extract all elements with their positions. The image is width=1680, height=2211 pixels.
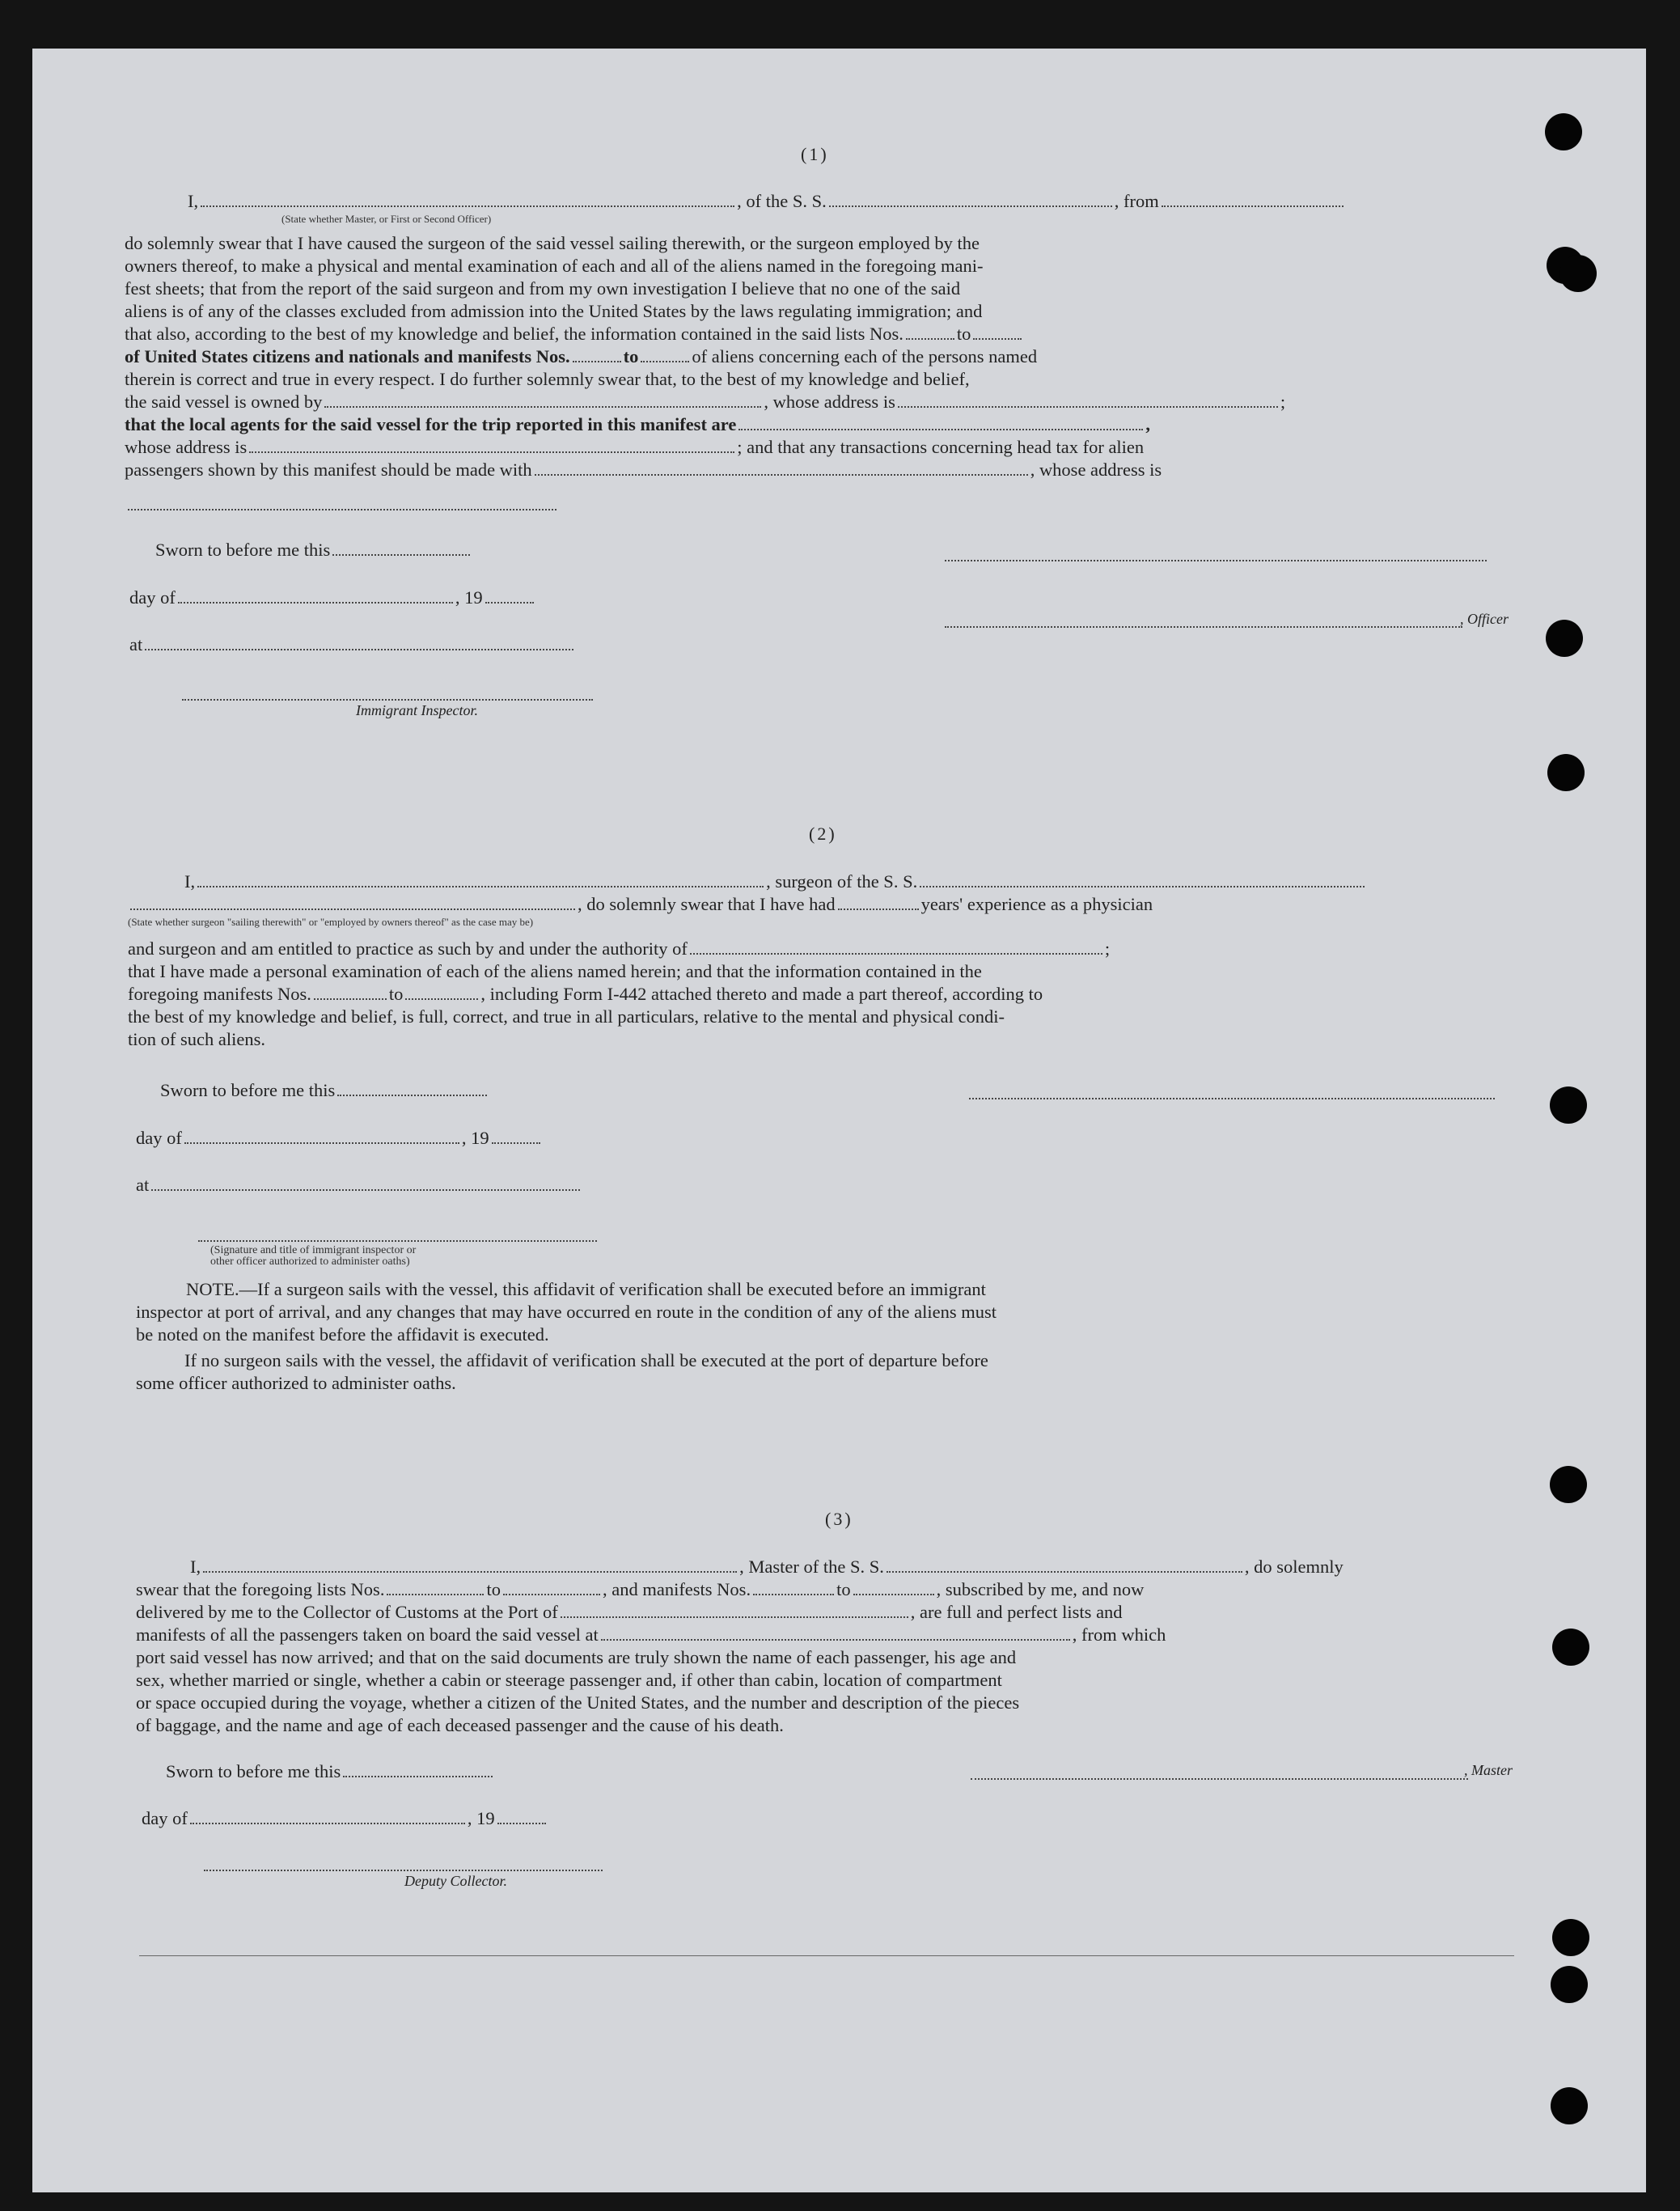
field-owner[interactable] bbox=[324, 405, 761, 408]
s2-body-line: that I have made a personal examination of each of the aliens named herein; and that the information contained in the bbox=[128, 961, 982, 981]
field-s2-sworn-day[interactable] bbox=[337, 1094, 487, 1096]
field-owner-address[interactable] bbox=[898, 405, 1278, 408]
s1-manifests-line: of United States citizens and nationals and manifests Nos. to of aliens concerning each of the persons named bbox=[125, 346, 1038, 366]
field-month[interactable] bbox=[178, 601, 453, 604]
s1-body-line: do solemnly swear that I have caused the surgeon of the said vessel sailing therewith, or the surgeon employed by the bbox=[125, 233, 980, 253]
s1-body-line: aliens is of any of the classes excluded from admission into the United States by the laws regulating immigration; and bbox=[125, 301, 983, 321]
collector-caption: Deputy Collector. bbox=[404, 1873, 507, 1889]
field-head-tax-party[interactable] bbox=[535, 473, 1028, 476]
s1-address-line: whose address is ; and that any transactions concerning head tax for alien bbox=[125, 437, 1145, 457]
officer-signature-line[interactable] bbox=[945, 625, 1462, 628]
s3-line-declarant: I, , Master of the S. S. , do solemnly bbox=[190, 1557, 1344, 1577]
field-rank[interactable] bbox=[201, 205, 734, 207]
field-head-tax-address[interactable] bbox=[128, 508, 556, 510]
s1-at: at bbox=[129, 633, 576, 656]
punch-hole bbox=[1552, 1919, 1589, 1956]
punch-hole bbox=[1550, 1086, 1587, 1124]
punch-hole bbox=[1552, 1629, 1589, 1666]
s2-status-note: (State whether surgeon "sailing therewith" or "employed by owners thereof" as the case may be) bbox=[128, 916, 534, 928]
field-year[interactable] bbox=[485, 601, 534, 604]
field-s3-sworn-day[interactable] bbox=[343, 1775, 493, 1777]
s1-owner-line: the said vessel is owned by , whose address is ; bbox=[125, 392, 1286, 412]
field-from-port[interactable] bbox=[1162, 205, 1344, 207]
s1-day-of: day of , 19 bbox=[129, 586, 536, 609]
s3-body-line: sex, whether married or single, whether a cabin or steerage passenger and, if other than cabin, location of compartment bbox=[136, 1670, 1002, 1690]
field-s3-manifest-to[interactable] bbox=[853, 1593, 934, 1595]
field-s3-year[interactable] bbox=[497, 1822, 546, 1824]
field-surgeon-status[interactable] bbox=[130, 908, 575, 910]
field-s3-list-from[interactable] bbox=[387, 1593, 484, 1595]
field-manifest-from[interactable] bbox=[573, 360, 621, 362]
field-s2-manifest-from[interactable] bbox=[314, 997, 387, 1000]
field-port-of[interactable] bbox=[561, 1616, 908, 1618]
punch-hole bbox=[1551, 1966, 1588, 2003]
s2-note-line: NOTE.—If a surgeon sails with the vessel, this affidavit of verification shall be executed before an immigrant bbox=[186, 1279, 986, 1299]
field-at-place[interactable] bbox=[145, 648, 573, 650]
s2-body-line: tion of such aliens. bbox=[128, 1029, 265, 1049]
s1-body-line: therein is correct and true in every respect. I do further solemnly swear that, to the best of my knowledge and belief, bbox=[125, 369, 970, 389]
s2-sworn-label: Sworn to before me this bbox=[160, 1078, 489, 1102]
field-list-to[interactable] bbox=[973, 337, 1022, 340]
s2-inspector-signature-line[interactable] bbox=[198, 1239, 597, 1242]
s1-lists-line: that also, according to the best of my knowledge and belief, the information contained in the said lists Nos. to bbox=[125, 322, 1024, 345]
inspector-signature-line[interactable] bbox=[182, 698, 593, 701]
field-s2-at-place[interactable] bbox=[151, 1188, 580, 1191]
s2-day-of: day of , 19 bbox=[136, 1126, 543, 1150]
punch-hole bbox=[1545, 113, 1582, 150]
s2-line-experience: , do solemnly swear that I have had years' experience as a physician bbox=[128, 892, 1153, 916]
field-s3-list-to[interactable] bbox=[503, 1593, 600, 1595]
field-agent-address[interactable] bbox=[249, 451, 734, 453]
s2-manifests-line: foregoing manifests Nos. to , including Form I-442 attached thereto and made a part thereof, according to bbox=[128, 984, 1043, 1004]
s3-sworn-label: Sworn to before me this bbox=[166, 1760, 495, 1783]
field-s3-month[interactable] bbox=[190, 1822, 465, 1824]
field-surgeon-name[interactable] bbox=[197, 885, 764, 887]
field-sworn-day[interactable] bbox=[332, 553, 470, 556]
field-s2-year[interactable] bbox=[492, 1142, 540, 1144]
s2-line-declarant: I, , surgeon of the S. S. bbox=[184, 870, 1367, 893]
s1-line-declarant: I, , of the S. S. , from bbox=[188, 189, 1346, 213]
s3-body-line: port said vessel has now arrived; and that on the said documents are truly shown the name of each passenger, his age and bbox=[136, 1647, 1017, 1667]
form-page bbox=[32, 49, 1646, 2192]
s3-body-line: of baggage, and the name and age of each deceased passenger and the cause of his death. bbox=[136, 1715, 784, 1735]
section-2-number: (2) bbox=[809, 824, 837, 844]
field-list-from[interactable] bbox=[906, 337, 954, 340]
s2-note-line: some officer authorized to administer oaths. bbox=[136, 1373, 456, 1393]
field-s3-manifest-from[interactable] bbox=[753, 1593, 834, 1595]
s1-agents-line: that the local agents for the said vessel for the trip reported in this manifest are , bbox=[125, 414, 1151, 434]
s2-note-line: If no surgeon sails with the vessel, the affidavit of verification shall be executed at the port of departure before bbox=[184, 1350, 988, 1370]
signature-line[interactable] bbox=[945, 559, 1487, 561]
s1-body-line: owners thereof, to make a physical and mental examination of each and all of the aliens named in the foregoing mani- bbox=[125, 256, 984, 276]
officer-caption: , Officer bbox=[1460, 611, 1509, 627]
s3-port-line: delivered by me to the Collector of Customs at the Port of , are full and perfect lists and bbox=[136, 1602, 1123, 1622]
s1-rank-note: (State whether Master, or First or Second Officer) bbox=[281, 213, 492, 225]
master-caption: , Master bbox=[1464, 1762, 1513, 1778]
field-years-experience[interactable] bbox=[838, 908, 919, 910]
field-s2-month[interactable] bbox=[184, 1142, 459, 1144]
field-vessel-name[interactable] bbox=[829, 205, 1112, 207]
field-s2-manifest-to[interactable] bbox=[405, 997, 478, 1000]
section-1-number: (1) bbox=[801, 144, 829, 164]
field-manifest-to[interactable] bbox=[641, 360, 689, 362]
field-master-name[interactable] bbox=[203, 1570, 737, 1573]
s2-signature-line[interactable] bbox=[969, 1097, 1495, 1099]
s2-body-line: the best of my knowledge and belief, is full, correct, and true in all particulars, relative to the mental and physical condi- bbox=[128, 1006, 1005, 1027]
bottom-rule bbox=[139, 1955, 1514, 1956]
s2-sig-note: (Signature and title of immigrant inspector or bbox=[210, 1244, 417, 1256]
s2-sig-note: other officer authorized to administer oaths) bbox=[210, 1256, 410, 1268]
s3-day-of: day of , 19 bbox=[142, 1806, 548, 1830]
field-surgeon-vessel[interactable] bbox=[920, 885, 1365, 887]
section-3-number: (3) bbox=[825, 1509, 853, 1529]
punch-hole bbox=[1547, 754, 1585, 791]
punch-hole bbox=[1559, 255, 1597, 292]
field-authority[interactable] bbox=[690, 952, 1102, 955]
inspector-caption: Immigrant Inspector. bbox=[356, 702, 478, 718]
punch-hole bbox=[1550, 1466, 1587, 1503]
s3-lists-line: swear that the foregoing lists Nos. to , and manifests Nos. to , subscribed by me, and now bbox=[136, 1579, 1145, 1599]
s3-boarding-line: manifests of all the passengers taken on board the said vessel at , from which bbox=[136, 1624, 1166, 1645]
punch-hole bbox=[1546, 620, 1583, 657]
s1-head-tax-line: passengers shown by this manifest should be made with , whose address is bbox=[125, 460, 1162, 480]
punch-hole bbox=[1551, 2087, 1588, 2124]
s2-note-line: inspector at port of arrival, and any changes that may have occurred en route in the condition of any of the aliens must bbox=[136, 1302, 997, 1322]
master-signature-line[interactable] bbox=[971, 1777, 1468, 1780]
s3-body-line: or space occupied during the voyage, whether a citizen of the United States, and the number and description of the pieces bbox=[136, 1692, 1020, 1713]
field-local-agents[interactable] bbox=[738, 428, 1143, 430]
field-s3-vessel[interactable] bbox=[887, 1570, 1242, 1573]
s2-authority-line: and surgeon and am entitled to practice as such by and under the authority of ; bbox=[128, 938, 1111, 959]
s2-at: at bbox=[136, 1173, 582, 1197]
s1-sworn-label: Sworn to before me this bbox=[155, 538, 472, 561]
field-boarding-port[interactable] bbox=[601, 1638, 1070, 1641]
s2-note-line: be noted on the manifest before the affidavit is executed. bbox=[136, 1324, 549, 1345]
s1-body-line: fest sheets; that from the report of the said surgeon and from my own investigation I believe that no one of the said bbox=[125, 278, 961, 299]
collector-signature-line[interactable] bbox=[204, 1869, 603, 1871]
